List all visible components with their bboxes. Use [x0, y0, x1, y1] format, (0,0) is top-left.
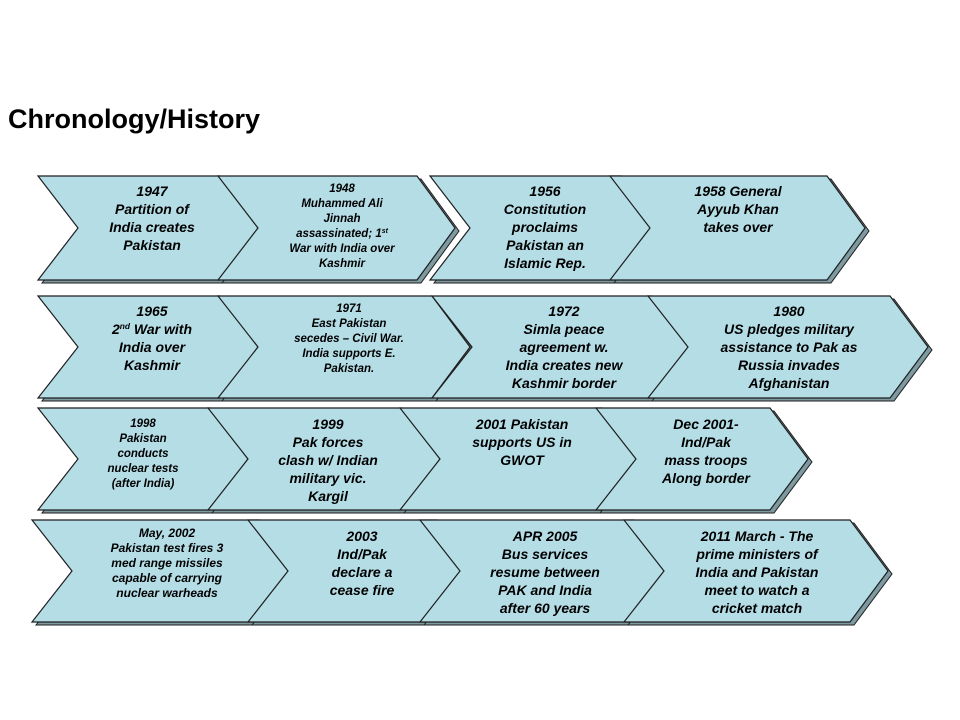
- event-text-line: GWOT: [500, 452, 544, 468]
- event-text-line: Pakistan.: [323, 363, 375, 375]
- event-text-line: after 60 years: [499, 600, 591, 616]
- event-text-line: Ind/Pak: [337, 546, 387, 562]
- event-text-line: 1972: [548, 303, 580, 319]
- event-text-line: Muhammed Ali: [301, 198, 383, 210]
- event-text-line: declare a: [331, 564, 393, 580]
- event-text-line: military vic.: [289, 470, 367, 486]
- event-text-line: Bus services: [501, 546, 589, 562]
- event-text-line: Simla peace: [523, 321, 605, 337]
- event-text-line: secedes – Civil War.: [294, 333, 404, 345]
- event-text-line: mass troops: [664, 452, 748, 468]
- event-text-line: Pakistan an: [506, 237, 584, 253]
- event-text-line: 1947: [136, 183, 168, 199]
- event-text-line: Ind/Pak: [681, 434, 731, 450]
- event-text-line: Islamic Rep.: [504, 255, 586, 271]
- event-text-line: resume between: [490, 564, 600, 580]
- event-text-line: Kargil: [308, 488, 348, 504]
- event-text-line: PAK and India: [498, 582, 592, 598]
- event-text-line: 1958 General: [694, 183, 782, 199]
- event-text-line: Pakistan: [119, 433, 167, 445]
- event-text-line: clash w/ Indian: [278, 452, 378, 468]
- event-text-line: med range missiles: [111, 556, 223, 570]
- event-text-line: Afghanistan: [748, 375, 830, 391]
- event-text-line: nuclear tests: [107, 463, 179, 475]
- event-text-line: 1971: [336, 303, 362, 315]
- event-text-line: Along border: [662, 470, 750, 486]
- event-text-line: prime ministers of: [696, 546, 818, 562]
- event-text-line: 2003: [346, 528, 378, 544]
- event-text-line: India creates: [109, 219, 195, 235]
- event-text-line: 2001 Pakistan: [475, 416, 569, 432]
- event-text-line: supports US in: [472, 434, 572, 450]
- event-text-line: East Pakistan: [311, 318, 387, 330]
- event-text-line: Ayyub Khan: [697, 201, 779, 217]
- event-text-line: Russia invades: [738, 357, 840, 373]
- timeline-event: [432, 296, 694, 401]
- event-text-line: Kashmir: [318, 258, 366, 270]
- event-text-line: 2011 March - The: [700, 528, 814, 544]
- event-text-line: 1965: [136, 303, 168, 319]
- event-text-line: War with India over: [289, 243, 395, 255]
- event-text-line: Kashmir border: [511, 375, 617, 391]
- event-text-line: proclaims: [511, 219, 579, 235]
- event-text-line: nuclear warheads: [116, 586, 218, 600]
- event-text-line: 1948: [329, 183, 355, 195]
- event-text-line: 1956: [529, 183, 561, 199]
- event-text-line: Pak forces: [292, 434, 364, 450]
- event-text-line: Dec 2001-: [673, 416, 739, 432]
- timeline-event: [624, 520, 892, 625]
- event-text-line: APR 2005: [512, 528, 578, 544]
- event-text-line: conducts: [117, 448, 169, 460]
- event-text-line: agreement w.: [519, 339, 609, 355]
- event-text-line: assistance to Pak as: [720, 339, 858, 355]
- event-text-line: 1999: [312, 416, 344, 432]
- page-title: Chronology/History: [8, 104, 261, 134]
- event-text-line: takes over: [703, 219, 773, 235]
- event-text-line: India supports E.: [302, 348, 396, 360]
- event-text-line: 1998: [130, 418, 156, 430]
- event-text-line: Pakistan: [123, 237, 181, 253]
- event-text-line: cease fire: [329, 582, 395, 598]
- event-text-line: 1980: [773, 303, 805, 319]
- event-text-line: Pakistan test fires 3: [110, 541, 224, 555]
- timeline-event: [648, 296, 932, 401]
- event-text-line: 2nd War with: [112, 321, 192, 337]
- event-text-line: May, 2002: [138, 526, 196, 540]
- event-text-line: India over: [118, 339, 186, 355]
- event-text-line: India creates new: [505, 357, 623, 373]
- event-text-line: Kashmir: [123, 357, 181, 373]
- event-text-line: India and Pakistan: [695, 564, 819, 580]
- timeline-event: [218, 296, 474, 401]
- event-text-line: meet to watch a: [704, 582, 810, 598]
- event-text-line: assassinated; 1st: [296, 227, 388, 240]
- event-text-line: Jinnah: [323, 213, 361, 225]
- event-text-line: capable of carrying: [111, 571, 223, 585]
- event-text-line: Constitution: [503, 201, 587, 217]
- event-text-line: US pledges military: [724, 321, 854, 337]
- event-text-line: cricket match: [711, 600, 803, 616]
- event-text-line: Partition of: [115, 201, 189, 217]
- timeline-event: [610, 176, 869, 283]
- event-text-line: (after India): [111, 478, 175, 490]
